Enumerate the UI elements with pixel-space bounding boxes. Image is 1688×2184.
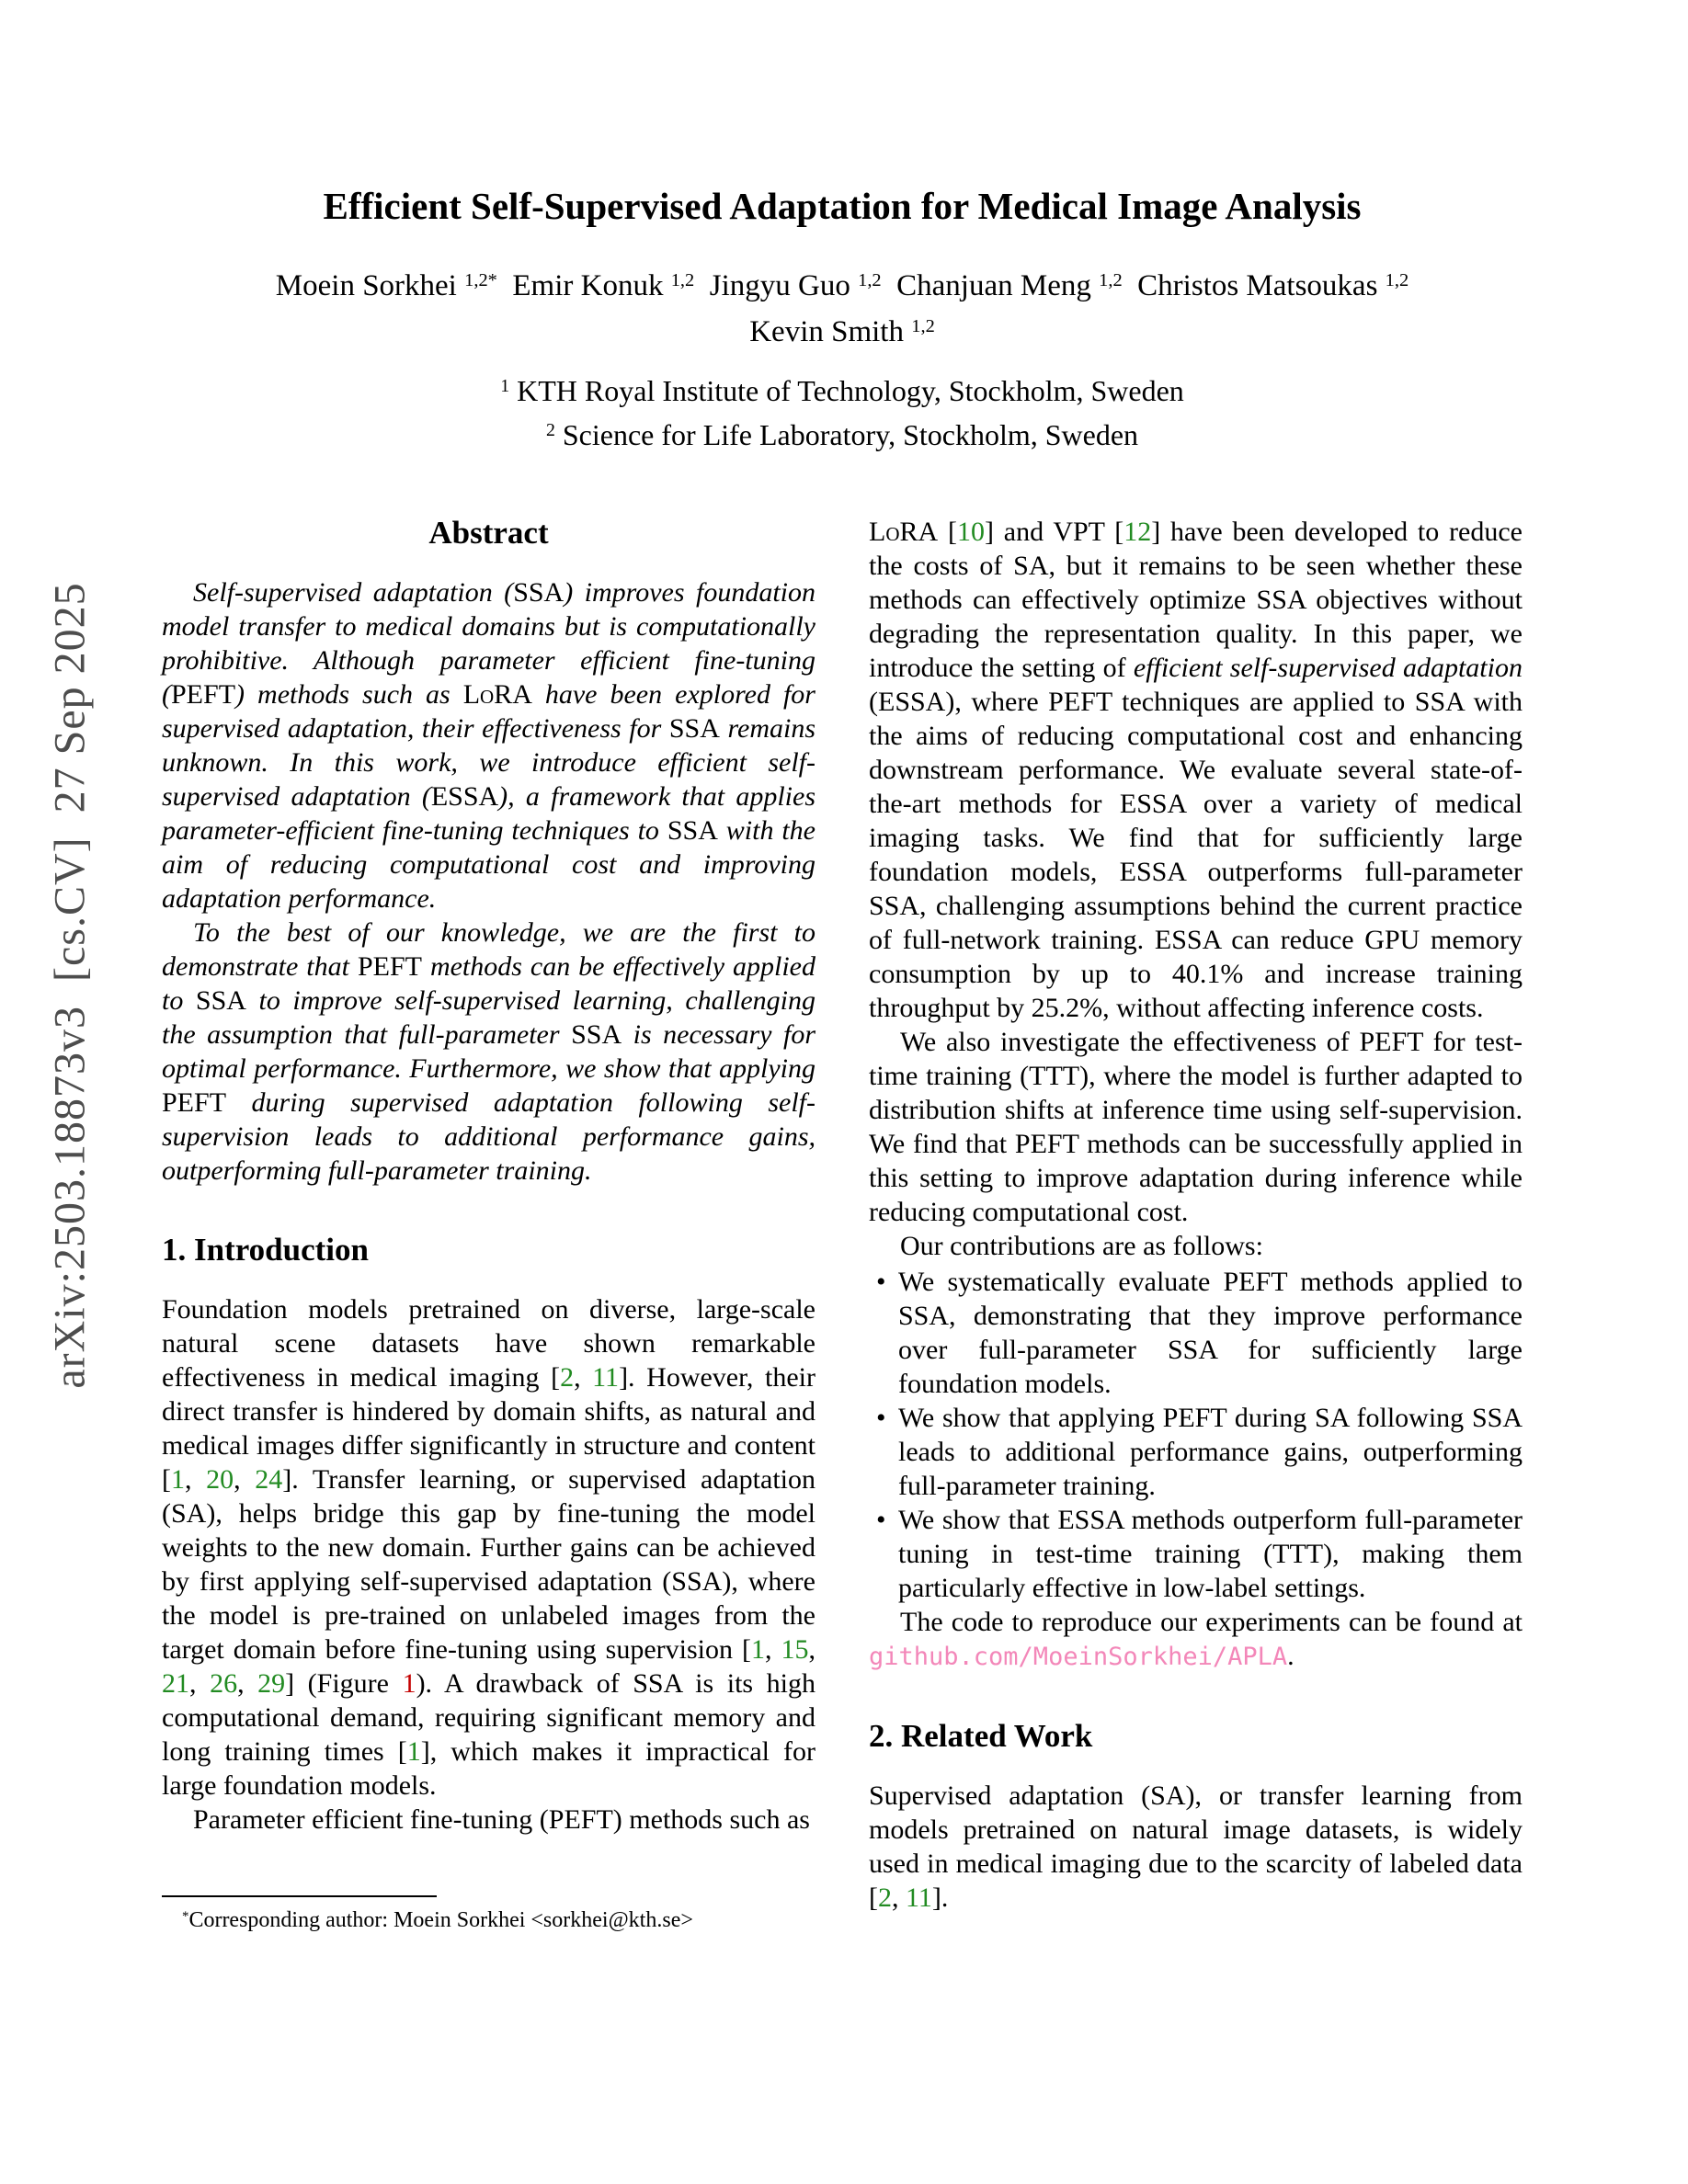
citation-link[interactable]: 12 <box>1123 517 1152 547</box>
text-run: ) methods such as <box>235 679 463 710</box>
acronym: SSA <box>195 985 246 1016</box>
text-run: methods can be effectively applied to <box>162 951 815 1016</box>
text-run: Kevin Smith <box>749 315 912 348</box>
text-run: remains unknown. In this work, we introduce efficient self-supervised adaptation ( <box>162 713 815 812</box>
superscript: * <box>182 1908 189 1924</box>
text-run: Parameter efficient fine-tuning (PEFT) methods such as <box>193 1804 810 1835</box>
text-run: ). A drawback of SSA is its high computational demand, requiring significant memory and long training times [ <box>162 1668 815 1767</box>
acronym: SSA <box>571 1019 622 1050</box>
body-paragraph-peft <box>869 515 1523 1025</box>
footnote-rule <box>162 1895 437 1897</box>
abstract-paragraph-1 <box>162 575 815 916</box>
citation-link[interactable]: 15 <box>781 1634 809 1665</box>
citation-link[interactable]: 10 <box>956 517 985 547</box>
text-run: Self-supervised adaptation ( <box>193 577 514 608</box>
code-availability-paragraph <box>869 1605 1523 1674</box>
smallcaps-term: LoRA <box>869 517 939 547</box>
text-run: Foundation models pretrained on diverse, large-scale natural scene datasets have shown remarkable effectiveness in medical imaging [ <box>162 1294 815 1393</box>
text-run: We also investigate the effectiveness of PEFT for test-time training (TTT), where the model is further adapted to distribution shifts at inference time using self-supervision. We find that PEFT methods can be successfully applied in this setting to improve adaptation during inference while reducing computational cost. <box>869 1027 1523 1227</box>
superscript: 1,2 <box>858 269 882 290</box>
acronym: PEFT <box>357 951 422 982</box>
text-run: Emir Konuk <box>496 269 671 302</box>
text-run: to improve self-supervised learning, challenging the assumption that full-parameter <box>162 985 815 1050</box>
citation-link[interactable]: 2 <box>878 1883 892 1913</box>
text-run: The code to reproduce our experiments can be found at <box>900 1607 1523 1637</box>
text-run: is necessary for optimal performance. Furthermore, we show that applying <box>162 1019 815 1084</box>
citation-link[interactable]: 26 <box>210 1668 238 1699</box>
figure-ref[interactable]: 1 <box>402 1668 416 1699</box>
smallcaps-term: LoRA <box>462 679 532 710</box>
left-column <box>162 515 815 1937</box>
superscript: 2 <box>545 420 555 441</box>
abstract-heading: Abstract <box>428 515 549 551</box>
contribution-item-1: • We systematically evaluate PEFT methods applied to SSA, demonstrating that they improve performance over full-parameter SSA for sufficiently large foundation models. <box>869 1265 1523 1401</box>
text-run: KTH Royal Institute of Technology, Stockholm, Sweden <box>509 374 1184 407</box>
related-work-paragraph-1 <box>869 1779 1523 1915</box>
citation-link[interactable]: 1 <box>171 1464 185 1495</box>
acronym: SSA <box>513 577 565 608</box>
superscript: 1,2 <box>911 315 935 336</box>
superscript: 1 <box>500 376 510 397</box>
text-run: ]. Transfer learning, or supervised adaptation (SA), helps bridge this gap by fine-tuning the model weights to the new domain. Further gains can be achieved by first applying self-supervised adaptation (SSA), where the model is pre-trained on unlabeled images from the target domain before fine-tuning using supervision [ <box>162 1464 815 1665</box>
text-run: , <box>808 1634 816 1665</box>
text-run: ]. However, their direct transfer is hindered by domain shifts, as natural and medical images differ significantly in structure and content [ <box>162 1362 815 1495</box>
right-column <box>869 515 1523 1915</box>
text-run: Science for Life Laboratory, Stockholm, Sweden <box>554 418 1139 451</box>
contribution-item-2: • We show that applying PEFT during SA following SSA leads to additional performance gains, outperforming full-parameter training. <box>869 1401 1523 1503</box>
text-run: , <box>237 1668 258 1699</box>
acronym: PEFT <box>171 679 236 710</box>
text-run: To the best of our knowledge, we are the first to demonstrate that <box>162 917 815 982</box>
citation-link[interactable]: 1 <box>406 1736 421 1767</box>
text-run: , <box>185 1464 207 1495</box>
text-run: , <box>574 1362 593 1393</box>
citation-link[interactable]: 11 <box>906 1883 932 1913</box>
contributions-lead: Our contributions are as follows: <box>900 1231 1263 1261</box>
text-run: Corresponding author: Moein Sorkhei <sorkhei@kth.se> <box>188 1908 693 1932</box>
footnote-block <box>162 1895 815 1937</box>
introduction-paragraph-1 <box>162 1292 815 1803</box>
citation-link[interactable]: 20 <box>206 1464 234 1495</box>
text-run: , <box>234 1464 256 1495</box>
text-run: Moein Sorkhei <box>275 269 465 302</box>
url-link[interactable]: github.com/MoeinSorkhei/APLA <box>869 1643 1288 1671</box>
affiliation-1 <box>162 371 1523 415</box>
text-run: ]. <box>931 1883 949 1913</box>
abstract-paragraph-2 <box>162 916 815 1188</box>
authors-line-2 <box>162 311 1523 357</box>
paper-content <box>162 0 1523 1937</box>
superscript: 1,2 <box>1385 269 1409 290</box>
text-run: during supervised adaptation following self-supervision leads to additional performance gains, outperforming full-parameter training. <box>162 1087 815 1186</box>
text-run: ] have been developed to reduce the costs of SA, but it remains to be seen whether these methods can effectively optimize SSA objectives without degrading the representation quality. In this paper, we introduce the setting of <box>869 517 1523 683</box>
acronym: SSA <box>667 815 718 846</box>
text-run: ), a framework that applies parameter-efficient fine-tuning techniques to <box>162 781 815 846</box>
corresponding-author-footnote <box>162 1906 815 1937</box>
citation-link[interactable]: 21 <box>162 1668 189 1699</box>
arxiv-watermark: arXiv:2503.18873v3 [cs.CV] 27 Sep 2025 <box>45 582 95 1389</box>
body-paragraph-ttt <box>869 1025 1523 1229</box>
citation-link[interactable]: 29 <box>257 1668 286 1699</box>
emphasis: efficient self-supervised adaptation <box>1133 653 1523 683</box>
affiliation-2 <box>162 415 1523 460</box>
text-run: ) improves foundation model transfer to medical domains but is computationally prohibitive. Although parameter efficient fine-tuning ( <box>162 577 815 710</box>
superscript: 1,2 <box>1099 269 1123 290</box>
contributions-list <box>869 1265 1523 1605</box>
citation-link[interactable]: 11 <box>592 1362 620 1393</box>
affiliations-block <box>162 371 1523 460</box>
text-run: Jingyu Guo <box>694 269 859 302</box>
introduction-paragraph-2 <box>162 1803 815 1837</box>
citation-link[interactable]: 2 <box>560 1362 575 1393</box>
superscript: 1,2* <box>464 269 497 290</box>
two-column-body <box>162 515 1523 1937</box>
text-run: , <box>892 1883 906 1913</box>
text-run: ], which makes it impractical for large foundation models. <box>162 1736 815 1801</box>
acronym: SSA <box>668 713 720 744</box>
authors-block <box>162 265 1523 357</box>
paper-title: Efficient Self-Supervised Adaptation for Medical Image Analysis <box>323 185 1362 227</box>
citation-link[interactable]: 1 <box>751 1634 765 1665</box>
superscript: 1,2 <box>670 269 695 290</box>
text-run: , <box>189 1668 211 1699</box>
text-run: ] (Figure <box>285 1668 403 1699</box>
section-heading-introduction: 1. Introduction <box>162 1232 369 1268</box>
text-run: . <box>1287 1641 1295 1671</box>
contribution-item-3: • We show that ESSA methods outperform full-parameter tuning in test-time training (TTT), making them particularly effective in low-label settings. <box>869 1503 1523 1605</box>
citation-link[interactable]: 24 <box>255 1464 283 1495</box>
text-run: Chanjuan Meng <box>881 269 1100 302</box>
acronym: PEFT <box>162 1087 227 1118</box>
text-run: [ <box>938 517 957 547</box>
text-run: have been explored for supervised adaptation, their effectiveness for <box>162 679 815 744</box>
text-run: Supervised adaptation (SA), or transfer learning from models pretrained on natural image datasets, is widely used in medical imaging due to the scarcity of labeled data [ <box>869 1780 1523 1913</box>
text-run: (ESSA), where PEFT techniques are applied to SSA with the aims of reducing computational cost and enhancing downstream performance. We evaluate several state-of-the-art methods for ESSA over a variety of medical imaging tasks. We find that for sufficiently large foundation models, ESSA outperforms full-parameter SSA, challenging assumptions behind the current practice of full-network training. ESSA can reduce GPU memory consumption by up to 40.1% and increase training throughput by 25.2%, without affecting inference costs. <box>869 687 1523 1023</box>
text-run: with the aim of reducing computational cost and improving adaptation performance. <box>162 815 815 914</box>
acronym: ESSA <box>430 781 499 812</box>
authors-line-1 <box>162 265 1523 311</box>
text-run: Christos Matsoukas <box>1122 269 1386 302</box>
text-run: ] and VPT [ <box>984 517 1124 547</box>
text-run: , <box>765 1634 781 1665</box>
section-heading-related-work: 2. Related Work <box>869 1718 1093 1754</box>
